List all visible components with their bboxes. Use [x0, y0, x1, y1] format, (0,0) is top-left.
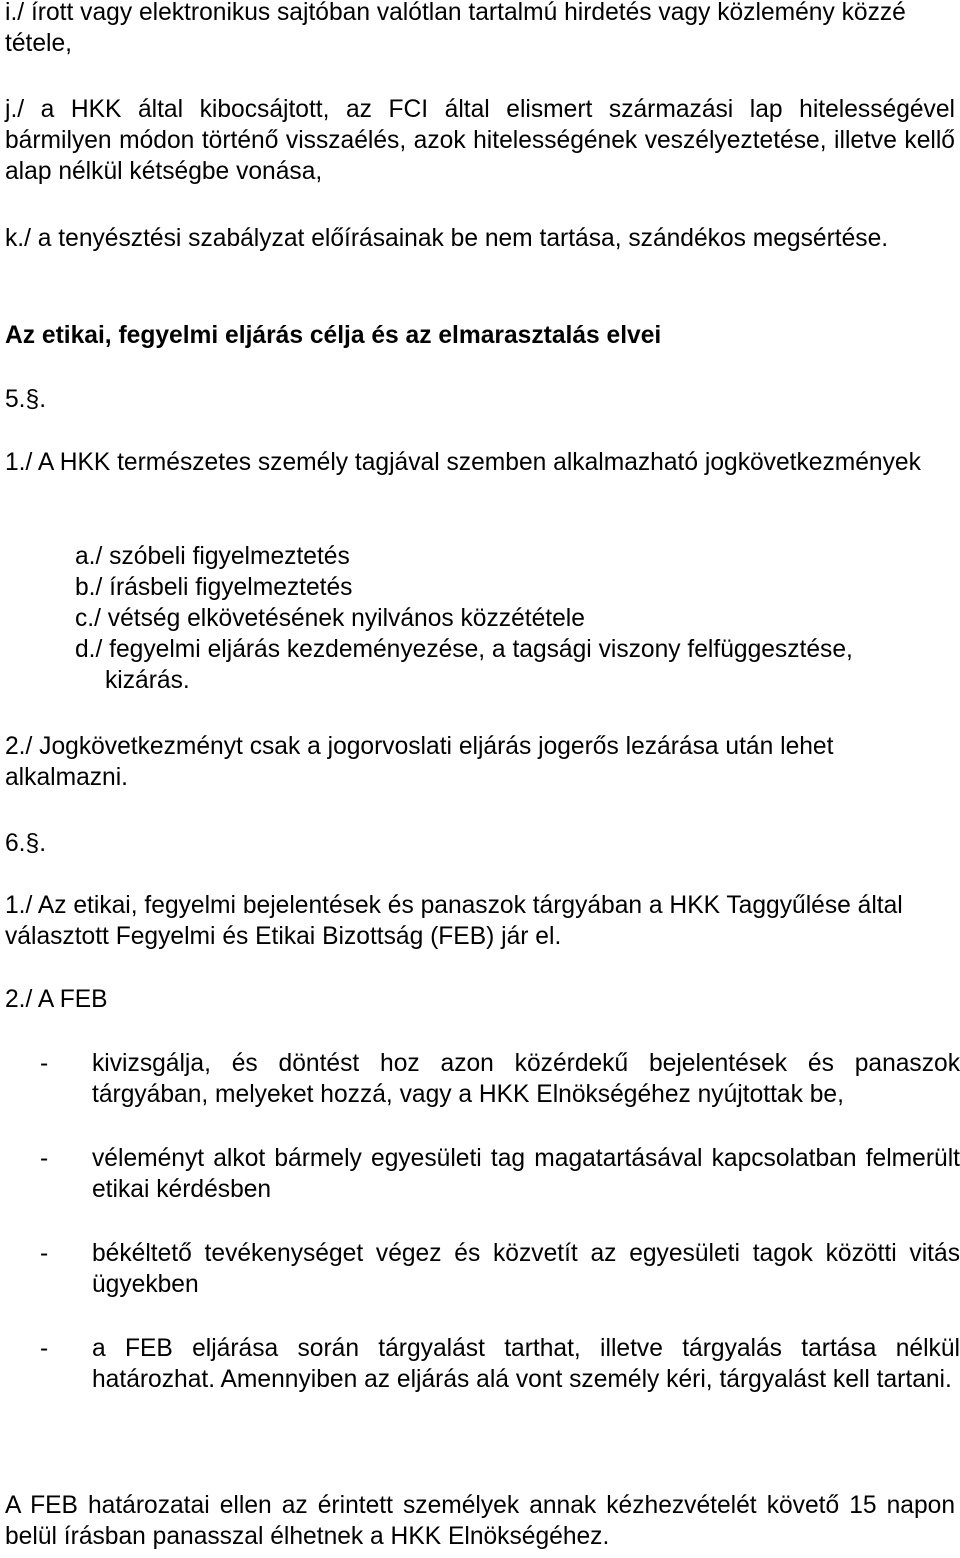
dash-bullet: - [40, 1240, 49, 1267]
list-item: d./ fegyelmi eljárás kezdeményezése, a tagsági viszony felfüggesztése, [75, 636, 853, 663]
list-item-continuation: kizárás. [105, 667, 190, 694]
closing-paragraph: A FEB határozatai ellen az érintett személyek annak kézhezvételét követő 15 napon belül írásban panasszal élhetnek a HKK Elnökségéhez. [5, 1492, 955, 1550]
list-item: a./ szóbeli figyelmeztetés [75, 543, 350, 570]
section-6-paragraph-1: 1./ Az etikai, fegyelmi bejelentések és panaszok tárgyában a HKK Taggyűlése által választott Fegyelmi és Etikai Bizottság (FEB) jár el. [5, 892, 903, 950]
dash-bullet: - [40, 1145, 49, 1172]
list-item: b./ írásbeli figyelmeztetés [75, 574, 353, 601]
paragraph-i: i./ írott vagy elektronikus sajtóban valótlan tartalmú hirdetés vagy közlemény közzé tétele, [5, 0, 906, 57]
list-item: c./ vétség elkövetésének nyilvános közzététele [75, 605, 585, 632]
section-5-paragraph-1: 1./ A HKK természetes személy tagjával szemben alkalmazható jogkövetkezmények [5, 449, 921, 476]
section-heading: Az etikai, fegyelmi eljárás célja és az elmarasztalás elvei [5, 322, 662, 349]
dash-bullet: - [40, 1050, 49, 1077]
dash-bullet: - [40, 1335, 49, 1362]
paragraph-k: k./ a tenyésztési szabályzat előírásainak be nem tartása, szándékos megsértése. [5, 225, 889, 252]
section-6-paragraph-2: 2./ A FEB [5, 986, 108, 1013]
feb-duty-text: véleményt alkot bármely egyesületi tag magatartásával kapcsolatban felmerült etikai kérdésben [92, 1145, 960, 1203]
section-5-number: 5.§. [5, 386, 47, 413]
paragraph-j: j./ a HKK által kibocsájtott, az FCI által elismert származási lap hitelességével bármilyen módon történő visszaélés, azok hitelességének veszélyeztetése, illetve kellő alap nélkül kétségbe vonása, [5, 96, 955, 185]
feb-duty-text: kivizsgálja, és döntést hoz azon közérdekű bejelentések és panaszok tárgyában, melyeket hozzá, vagy a HKK Elnökségéhez nyújtottak be, [92, 1050, 960, 1108]
section-5-paragraph-2: 2./ Jogkövetkezményt csak a jogorvoslati eljárás jogerős lezárása után lehet alkalmazni. [5, 733, 834, 791]
section-6-number: 6.§. [5, 830, 47, 857]
sanctions-list [75, 541, 955, 696]
feb-duty-text: békéltető tevékenységet végez és közvetít az egyesületi tagok közötti vitás ügyekben [92, 1240, 960, 1298]
feb-duty-text: a FEB eljárása során tárgyalást tarthat, illetve tárgyalás tartása nélkül határozhat. Amennyiben az eljárás alá vont személy kéri, tárgyalást kell tartani. [92, 1335, 960, 1393]
